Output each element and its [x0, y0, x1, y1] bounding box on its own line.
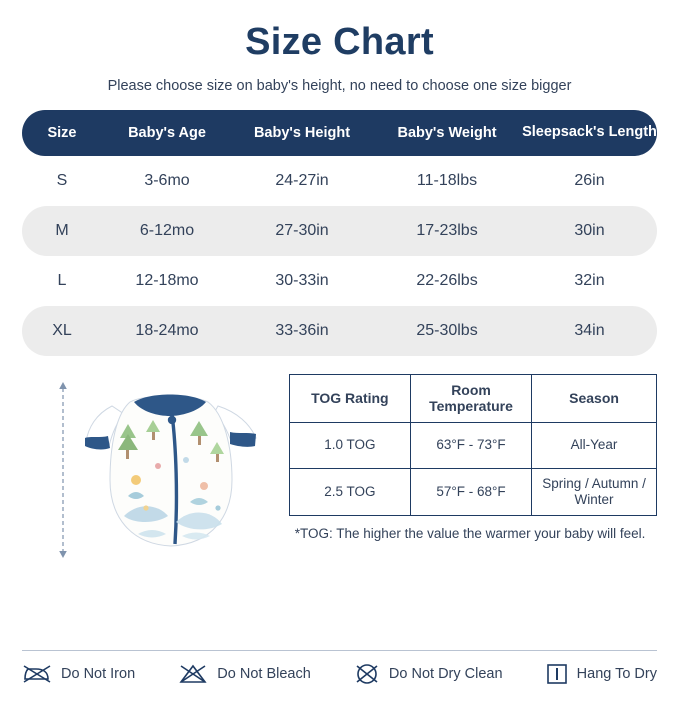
care-instructions-bar: [22, 650, 657, 685]
cell-room-temperature: 63°F - 73°F: [410, 422, 531, 468]
size-table-header-row: [22, 110, 657, 156]
do-not-dry-clean-icon: [354, 663, 380, 685]
cell-height: 30-33in: [275, 271, 329, 289]
hang-to-dry-icon: [546, 663, 568, 685]
table-row: [22, 306, 657, 356]
tog-table: [289, 374, 657, 516]
column-header-length: Sleepsack's Length: [522, 124, 657, 141]
care-item-hang-to-dry: [546, 663, 657, 685]
do-not-bleach-icon: [178, 663, 208, 685]
cell-height: 33-36in: [275, 321, 329, 339]
table-row: [22, 156, 657, 206]
column-header-weight: Baby's Weight: [397, 124, 497, 141]
page-title: Size Chart: [245, 21, 434, 63]
column-header-tog-rating: TOG Rating: [289, 374, 410, 422]
care-label: Do Not Bleach: [217, 666, 311, 682]
table-row: [22, 256, 657, 306]
cell-size: M: [55, 221, 69, 239]
cell-height: 24-27in: [275, 171, 329, 189]
column-header-room-temperature: Room Temperature: [410, 374, 531, 422]
cell-size: XL: [52, 321, 72, 339]
cell-age: 12-18mo: [135, 271, 199, 289]
cell-season: Spring / Autumn / Winter: [532, 468, 657, 515]
column-header-height: Baby's Height: [253, 124, 351, 141]
table-row: [289, 468, 656, 515]
care-item-do-not-dry-clean: [354, 663, 503, 685]
cell-size: S: [56, 171, 68, 189]
table-row: [289, 422, 656, 468]
middle-section: [22, 374, 657, 564]
cell-weight: 17-23lbs: [416, 221, 478, 239]
cell-weight: 25-30lbs: [416, 321, 478, 339]
size-table: [22, 110, 657, 356]
cell-age: 3-6mo: [144, 171, 190, 189]
cell-tog-rating: 1.0 TOG: [289, 422, 410, 468]
tog-note: *TOG: The higher the value the warmer your baby will feel.: [294, 525, 646, 541]
cell-room-temperature: 57°F - 68°F: [410, 468, 531, 515]
cell-weight: 22-26lbs: [416, 271, 478, 289]
cell-height: 27-30in: [275, 221, 329, 239]
length-dimension-arrow-icon: [58, 382, 68, 558]
cell-tog-rating: 2.5 TOG: [289, 468, 410, 515]
care-item-do-not-bleach: [178, 663, 311, 685]
cell-age: 6-12mo: [139, 221, 195, 239]
cell-length: 26in: [574, 171, 605, 189]
page-subtitle: Please choose size on baby's height, no need to choose one size bigger: [107, 77, 572, 94]
do-not-iron-icon: [22, 663, 52, 685]
cell-length: 34in: [574, 321, 605, 339]
tog-header-row: [289, 374, 656, 422]
cell-length: 32in: [574, 271, 605, 289]
cell-weight: 11-18lbs: [416, 171, 478, 189]
cell-length: 30in: [574, 221, 605, 239]
product-illustration-block: [28, 374, 275, 564]
care-item-do-not-iron: [22, 663, 135, 685]
column-header-season: Season: [532, 374, 657, 422]
care-label: Do Not Iron: [61, 666, 136, 682]
size-chart-page: [0, 22, 679, 701]
column-header-size: Size: [47, 124, 77, 141]
care-label: Do Not Dry Clean: [388, 666, 503, 682]
cell-season: All-Year: [532, 422, 657, 468]
cell-size: L: [57, 271, 67, 289]
table-row: [22, 206, 657, 256]
sleepsack-product-image: [72, 376, 277, 561]
tog-table-wrapper: [289, 374, 657, 543]
cell-age: 18-24mo: [135, 321, 199, 339]
care-label: Hang To Dry: [576, 666, 657, 682]
column-header-age: Baby's Age: [128, 124, 206, 141]
